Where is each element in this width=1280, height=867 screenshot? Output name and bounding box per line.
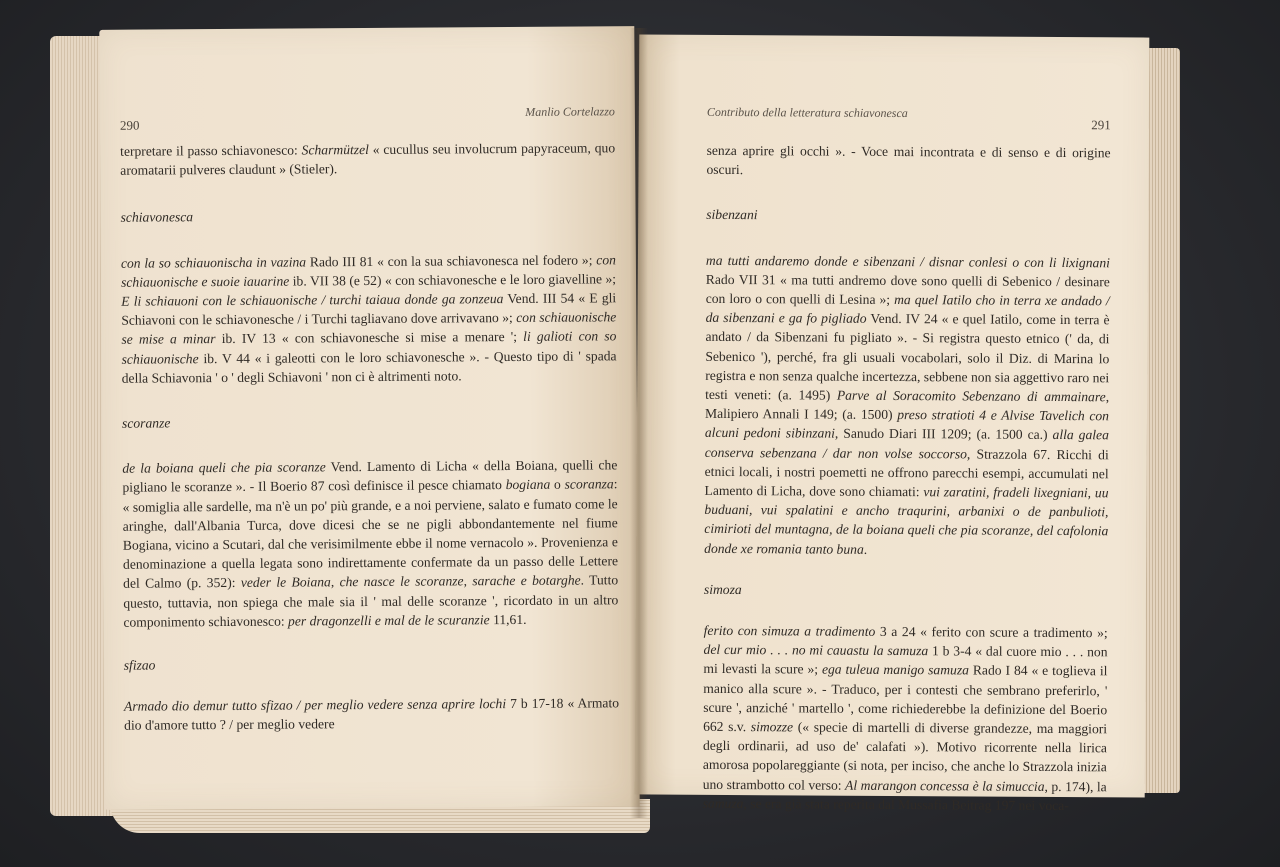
entry-sfizao — [124, 694, 619, 736]
italic-text-run: scoranza — [564, 476, 614, 493]
text-run: Vend. IV 24 « e quel Iatilo, come in terra è andato / da Sibenzani fu pigliato ». - Si registra questo etnico (' da, di Sebenico '), perché, fra gli usuali vocabolari, solo il Diz. di Marina lo registra e non senza qualche incertezza, sebbene non sia aggettivo raro nei testi veneti: (a. 1495) — [705, 311, 1110, 403]
text-run: ib. V 44 « i galeotti con le loro schiavonesche ». - Questo tipo di ' spada della Schiavonia ' o ' degli Schiavoni ' non ci è altrimenti noto. — [121, 347, 617, 386]
text-run: terpretare il passo schiavonesco: — [120, 142, 302, 159]
text-run: 11,61. — [489, 611, 527, 628]
italic-text-run: con la so schiauonischa in vazina — [120, 254, 307, 271]
left-intro — [120, 138, 615, 180]
italic-text-run: ferito con simuza a tradimento — [703, 622, 876, 639]
text-run: (« specie di martelli di diverse grandezze, ma maggiori degli ordinarii, ad uso de' calafati »). Motivo ricorrente nella lirica amorosa popolareggiante (si nota, per inciso, che anche lo Strazzola inizia uno strambotto col verso: — [702, 719, 1108, 793]
entry-scoranze — [122, 456, 618, 632]
heading-sibenzani: sibenzani — [706, 207, 758, 223]
right-page-number: 291 — [1091, 117, 1111, 133]
text-run: « cucullus seu involucrum papyraceum, quo aromatarii pulveres claudunt » (Stieler). — [120, 140, 616, 178]
heading-scoranze: scoranze — [121, 415, 171, 431]
text-run: Vend. III 54 « E gli Schiavoni con le schiavonesche / i Turchi tagliavano dove arrivavano »; — [121, 290, 617, 328]
italic-text-run: vui zaratini, fradeli lixegniani, uu buduani, vui spalatini e ancho traqurini, arbanixi o de panbulioti, cimirioti del muntagna, de la boiana queli che pia scoranze, del cafolonia donde xe romania tanto buna — [704, 484, 1109, 557]
right-page-text — [703, 141, 1111, 816]
text-run: 3 a 24 « ferito con scure a tradimento »; — [875, 623, 1108, 641]
text-run: , p. 174), la — [1044, 778, 1107, 795]
italic-text-run: de la boiana queli che pia scoranze — [122, 459, 326, 476]
italic-text-run: preso stratioti 4 e Alvise Tavelich con alcuni pedoni sibinzani — [704, 407, 1110, 442]
entry-schiavonesca — [121, 250, 617, 388]
open-book — [50, 18, 1180, 833]
italic-text-run: Al marangon concessa è la simuccia — [845, 777, 1045, 794]
text-run: ib. IV 13 « con schiavonesche si mise a menare '; — [215, 329, 524, 347]
text-run: , Malipiero Annali I 149; (a. 1500) — [704, 389, 1110, 423]
italic-text-run: samuza — [702, 795, 744, 811]
text-run: : « somiglia alle sardelle, ma n'è un po' più grande, e a noi perviene, salato e fumato come le aringhe, dall'Albania Turca, dove dicesi che se ne pigli abbondantemente nel fiume Bogiana, vicino a Scutari, dal che verisimilmente ebbe il nome vernacolo ». Provenienza e denominazione a quella legata sono indirettamente confermate da un passo delle Lettere del Calmo (p. 352): — [122, 476, 619, 592]
text-run: 1 b 3-4 « dal cuore mio . . . non mi levasti la scure »; — [703, 643, 1108, 678]
left-running-head: Manlio Cortelazzo — [525, 104, 615, 119]
right-intro — [706, 141, 1110, 182]
text-run: ib. VII 38 (e 52) « con schiavonesche e le loro giavelline »; — [289, 271, 617, 289]
italic-text-run: del cur mio . . . no mi cauastu la samuza — [703, 642, 929, 659]
italic-text-run: Scharmützel — [301, 141, 369, 158]
italic-text-run: Parve al Soracomito Sebenzano di ammainare — [836, 387, 1106, 405]
right-running-head: Contributo della letteratura schiavonesca — [706, 104, 908, 121]
text-run: . Tutto questo, tuttavia, non spiega che male sia il ' mal delle scoranze ', ricordato in un altro componimento schiavonesco: — [123, 572, 619, 630]
italic-text-run: li galioti con so schiauonische — [121, 328, 617, 367]
text-run: . — [863, 541, 868, 557]
italic-text-run: ma quel Iatilo cho in terra xe andado / da sibenzani e ga fo pigliado — [705, 292, 1110, 327]
text-run: , Strazzola 67. Ricchi di etnici locali, i nostri poemetti ne offrono parecchi esempi, accumulati nel Lamento di Licha, dove sono chiamati: — [704, 446, 1109, 500]
left-page-number: 290 — [119, 117, 140, 133]
text-run: Rado I 84 « e toglieva il manico alla scure ». - Traduco, per i contesti che sembrano preferirlo, ' scure ', anziché ' martello ', come richiederebbe la definizione del Boerio 662 s.v. — [703, 662, 1108, 735]
italic-text-run: E li schiauoni con le schiauonische / turchi taiaua donde ga zonzeua — [121, 291, 504, 309]
text-run: o — [550, 477, 565, 493]
right-page — [635, 34, 1150, 813]
heading-sfizao: sfizao — [123, 657, 156, 673]
left-page — [99, 26, 639, 810]
italic-text-run: ega tuleua manigo samuza — [821, 662, 970, 678]
text-run: , Sanudo Diari III 1209; (a. 1500 ca.) — [834, 426, 1053, 443]
right-page-edges — [1144, 48, 1180, 793]
italic-text-run: bogiana — [505, 477, 551, 493]
entry-simoza — [703, 621, 1108, 815]
text-run: , se era già stata reperita dal Mussafia Beitrag 197 nei voca- — [743, 795, 1069, 813]
left-page-text — [120, 138, 619, 735]
heading-schiavonesca: schiavonesca — [120, 209, 194, 226]
italic-text-run: simozze — [750, 719, 794, 735]
italic-text-run: Armado dio demur tutto sfizao / per meglio vedere senza aprire lochi — [123, 696, 507, 714]
text-run: senza aprire gli occhi ». - Voce mai incontrata e di senso e di origine oscuri. — [706, 142, 1111, 178]
italic-text-run: veder le Boiana, che nasce le scoranze, sarache e botarghe — [240, 572, 581, 591]
entry-sibenzani — [704, 250, 1110, 560]
text-run: 7 b 17-18 « Armato dio d'amore tutto ? / per meglio vedere — [124, 695, 620, 734]
book-spine — [630, 28, 648, 818]
text-run: Rado VII 31 « ma tutti andremo dove sono quelli di Sebenico / desinare con loro o con quelli di Lesina »; — [705, 271, 1110, 308]
italic-text-run: ma tutti andaremo donde e sibenzani / disnar conlesi o con li lixignani — [705, 252, 1110, 270]
italic-text-run: con schiauonische e suoie iauarine — [120, 251, 616, 290]
italic-text-run: per dragonzelli e mal de le scuranzie — [287, 612, 490, 629]
italic-text-run: con schiauonische se mise a minar — [121, 309, 617, 348]
text-run: Vend. Lamento di Licha « della Boiana, quelli che pigliano le scoranze ». - Il Boerio 87 così definisce il pesce chiamato — [122, 457, 618, 496]
heading-simoza: simoza — [703, 581, 742, 597]
text-run: Rado III 81 « con la sua schiavonesca nel fodero »; — [305, 252, 597, 270]
italic-text-run: alla galea conserva sebenzana / dar non volse soccorso — [704, 427, 1109, 462]
